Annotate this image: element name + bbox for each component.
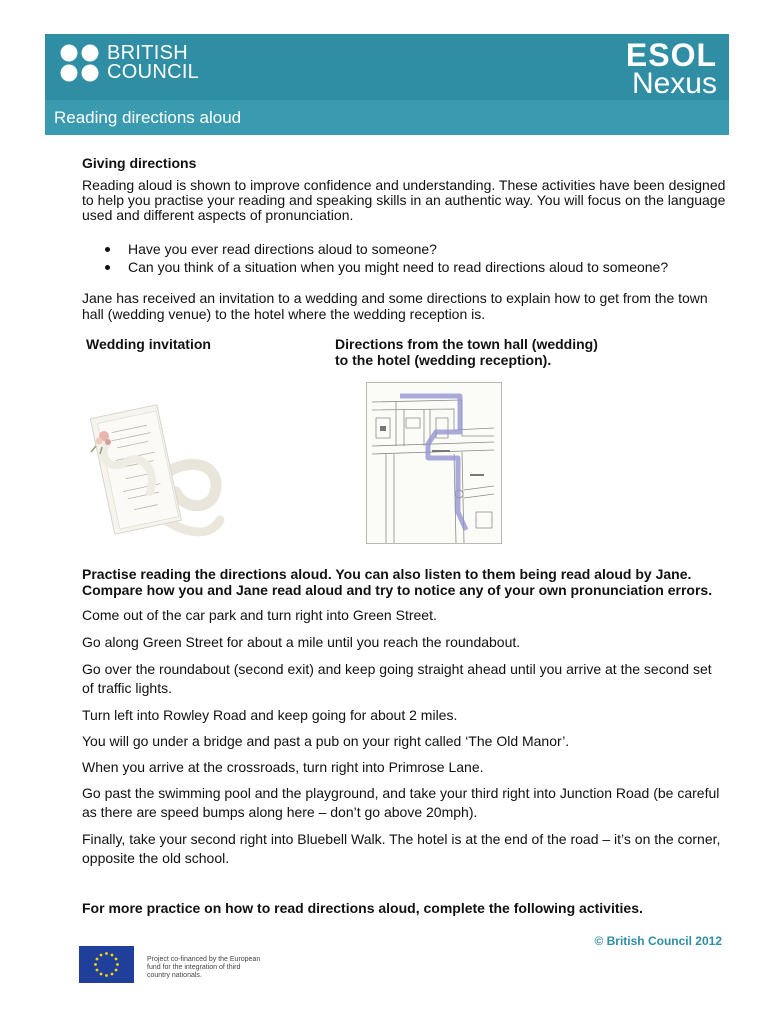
direction-step: Go over the roundabout (second exit) and keep going straight ahead until you arrive at the second set of traffic lights. [82,661,712,696]
eu-star-icon [116,963,119,966]
list-item: Can you think of a situation when you might need to read directions aloud to someone? [100,258,720,276]
direction-step: Go along Green Street for about a mile until you reach the roundabout. [82,634,521,650]
direction-step: You will go under a bridge and past a pub on your right called ‘The Old Manor’. [82,733,570,749]
eu-star-icon [105,974,108,977]
copyright-notice: © British Council 2012 [594,934,722,948]
question-list [100,240,720,276]
eu-funding-note: Project co-financed by the European fund for the integration of third country nationals. [147,956,261,979]
british-council-wordmark: BRITISH COUNCIL [107,42,200,83]
esol-wordmark: ESOL [625,37,717,73]
eu-star-icon [96,969,99,972]
intro-paragraph: Reading aloud is shown to improve confidence and understanding. These activities have been designed to help you practise your reading and speaking skills in an authentic way. You will focus on the language used and different aspects of pronunciation. [82,177,726,223]
directions-map-image [366,382,502,544]
eu-star-icon [111,954,114,957]
eu-star-icon [115,958,118,961]
direction-step: When you arrive at the crossroads, turn right into Primrose Lane. [82,759,484,775]
invitation-label: Wedding invitation [86,336,211,352]
direction-step: Finally, take your second right into Bluebell Walk. The hotel is at the end of the road – it’s on the corner, opposite the old school. [82,831,721,866]
directions-label: Directions from the town hall (wedding) to the hotel (wedding reception). [335,336,598,368]
eu-star-icon [96,958,99,961]
eu-star-icon [94,963,97,966]
eu-star-icon [100,954,103,957]
eu-flag-icon [79,946,134,983]
nexus-wordmark: Nexus [631,67,717,100]
eu-star-icon [115,969,118,972]
section-heading: Giving directions [82,155,197,171]
wedding-invitation-image [88,392,228,547]
direction-step: Turn left into Rowley Road and keep going for about 2 miles. [82,707,458,723]
esol-nexus-logo [625,37,717,100]
page-title: Reading directions aloud [54,108,242,127]
practice-instructions: Practise reading the directions aloud. You can also listen to them being read aloud by Jane. Compare how you and Jane read aloud and try to notice any of your own pronunciation errors. [82,566,713,598]
british-council-dots-icon [59,43,101,83]
page-header [45,34,729,135]
eu-star-icon [105,952,108,955]
header-title-bar [45,100,729,135]
direction-step: Come out of the car park and turn right into Green Street. [82,607,437,623]
bullet-icon [105,247,110,252]
eu-star-icon [100,973,103,976]
closing-instruction: For more practice on how to read directions aloud, complete the following activities. [82,900,643,916]
bullet-icon [105,265,110,270]
eu-star-icon [111,973,114,976]
list-item: Have you ever read directions aloud to someone? [100,240,720,258]
direction-step: Go past the swimming pool and the playground, and take your third right into Junction Road (be careful as there are speed bumps along here – don’t go above 20mph). [82,785,720,820]
scenario-paragraph: Jane has received an invitation to a wedding and some directions to explain how to get from the town hall (wedding venue) to the hotel where the wedding reception is. [82,290,708,322]
british-council-logo [59,42,229,84]
